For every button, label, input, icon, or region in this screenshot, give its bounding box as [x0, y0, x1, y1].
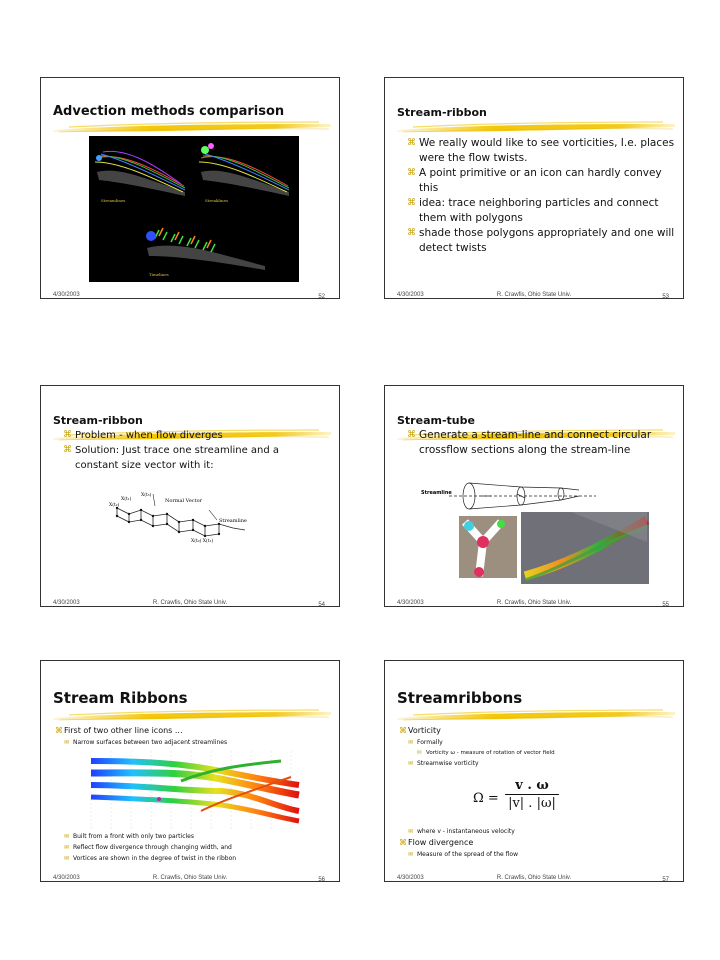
footer-date: 4/30/2003 [397, 875, 424, 881]
slide-55 [384, 385, 684, 607]
label-x-t3: X(t₃) [141, 493, 152, 498]
bullet-list [55, 725, 335, 748]
bullet-item: ⌘ We really would like to see vorticities, I.e. places were the flow twists. [407, 137, 675, 164]
bullet-list [407, 136, 677, 256]
formula-lhs: Ω = [473, 791, 499, 806]
bullet-list [55, 831, 335, 864]
tube-render-left [459, 516, 517, 578]
stream-ribbons-image [81, 751, 301, 829]
footer-date: 4/30/2003 [53, 875, 80, 881]
sub-bullet-item: ✉ Built from a front with only two particles [64, 833, 194, 840]
bullet-icon: ⌘ [63, 445, 72, 455]
slide-54 [40, 385, 340, 607]
bullet-item: ⌘ A point primitive or an icon can hardly convey this [407, 167, 662, 194]
bullet-icon: ⌘ [55, 726, 63, 735]
footer-page-number: 53 [662, 294, 669, 299]
streamlines-caption: Streamlines [101, 198, 126, 203]
footer-date: 4/30/2003 [53, 600, 80, 606]
slide-title: Streamribbons [397, 689, 523, 707]
streaklines-caption: Streaklines [205, 198, 228, 203]
bullet-item: ⌘ idea: trace neighboring particles and connect them with polygons [407, 197, 659, 224]
sub-bullet-item: ✉ Measure of the spread of the flow [408, 851, 519, 858]
tube-sketch [449, 483, 596, 509]
bullet-list [399, 826, 679, 860]
bullet-list [63, 428, 313, 473]
stream-ribbon-diagram [109, 486, 269, 544]
bullet-item: ⌘ shade those polygons appropriately and one will detect twists [407, 227, 675, 254]
sub-sub-bullet-icon: ✉ [417, 750, 422, 756]
title-underline [393, 120, 679, 134]
bullet-item: ⌘ Generate a stream-line and connect circular crossflow sections along the stream-line [407, 429, 652, 456]
bullet-icon: ⌘ [407, 138, 416, 148]
footer-author: R. Crawfis, Ohio State Univ. [496, 600, 572, 606]
footer-date: 4/30/2003 [53, 292, 80, 298]
title-underline [393, 708, 679, 722]
advection-comparison-image [89, 136, 299, 282]
sub-bullet-item: ✉ Streamwise vorticity [408, 760, 479, 767]
sub-bullet-icon: ✉ [408, 828, 414, 835]
bullet-icon: ⌘ [407, 168, 416, 178]
label-streamline: Streamline [219, 518, 247, 524]
label-x-t0-t1: X(t₀) X(t₁) [191, 539, 214, 544]
footer-page-number: 55 [662, 602, 669, 607]
label-x-t1: X(t₁) [121, 497, 132, 502]
sub-bullet-icon: ✉ [64, 833, 70, 840]
footer-date: 4/30/2003 [397, 292, 424, 298]
title-underline [49, 120, 335, 134]
sub-bullet-item: ✉ where v - instantaneous velocity [408, 828, 515, 835]
title-underline [49, 708, 335, 722]
tube-render-right [521, 512, 649, 584]
sub-bullet-item: ✉ Reflect flow divergence through changing width, and [64, 844, 232, 851]
footer-date: 4/30/2003 [397, 600, 424, 606]
slide-57 [384, 660, 684, 882]
slide-title: Stream-ribbon [397, 106, 487, 119]
sub-bullet-icon: ✉ [64, 739, 70, 746]
slide-title: Stream Ribbons [53, 689, 188, 707]
footer-author: R. Crawfis, Ohio State Univ. [152, 875, 228, 881]
bullet-list [399, 725, 679, 769]
timelines-caption: Timelines [149, 272, 169, 277]
sub-bullet-item: ✉ Formally [408, 739, 443, 746]
sub-bullet-icon: ✉ [64, 855, 70, 862]
slide-title: Stream-tube [397, 414, 475, 427]
footer-author: R. Crawfis, Ohio State Univ. [152, 600, 228, 606]
bullet-icon: ⌘ [63, 430, 72, 440]
formula-numerator: v . ω [505, 777, 559, 795]
sub-bullet-item: ✉ Narrow surfaces between two adjacent streamlines [64, 739, 228, 746]
label-x-t2: X(t₂) [109, 503, 120, 508]
bullet-item: ⌘ Problem - when flow diverges [63, 430, 223, 441]
slide-53 [384, 77, 684, 299]
slide-title: Stream-ribbon [53, 414, 143, 427]
slide-56 [40, 660, 340, 882]
slide-52 [40, 77, 340, 299]
sub-sub-bullet-item: ✉ Vorticity ω - measure of rotation of vector field [417, 750, 555, 756]
bullet-icon: ⌘ [407, 228, 416, 238]
footer-page-number: 57 [662, 877, 669, 882]
label-normal-vector: Normal Vector [165, 498, 203, 504]
bullet-item: ⌘ Flow divergence [399, 838, 474, 847]
sub-bullet-icon: ✉ [408, 739, 414, 746]
formula-denominator: |v| . |ω| [508, 796, 556, 811]
footer-author: R. Crawfis, Ohio State Univ. [496, 875, 572, 881]
footer-page-number: 52 [318, 294, 325, 299]
label-streamline: Streamline [421, 490, 452, 496]
bullet-item: ⌘ Solution: Just trace one streamline and a constant size vector with it: [63, 445, 280, 471]
slide-title: Advection methods comparison [53, 104, 285, 119]
bullet-item: ⌘ Vorticity [399, 726, 441, 735]
bullet-item: ⌘ First of two other line icons ... [55, 726, 183, 735]
footer-page-number: 54 [318, 602, 325, 607]
sub-bullet-icon: ✉ [408, 851, 414, 858]
footer-page-number: 56 [318, 877, 325, 882]
sub-bullet-icon: ✉ [408, 760, 414, 767]
formula-fraction [505, 777, 559, 813]
bullet-icon: ⌘ [407, 430, 416, 440]
stream-tube-diagram [421, 482, 651, 587]
bullet-list [407, 428, 669, 458]
bullet-icon: ⌘ [407, 198, 416, 208]
bullet-icon: ⌘ [399, 838, 407, 847]
sub-bullet-item: ✉ Vortices are shown in the degree of twist in the ribbon [64, 855, 237, 862]
bullet-icon: ⌘ [399, 726, 407, 735]
sub-bullet-icon: ✉ [64, 844, 70, 851]
footer-author: R. Crawfis, Ohio State Univ. [496, 292, 572, 298]
